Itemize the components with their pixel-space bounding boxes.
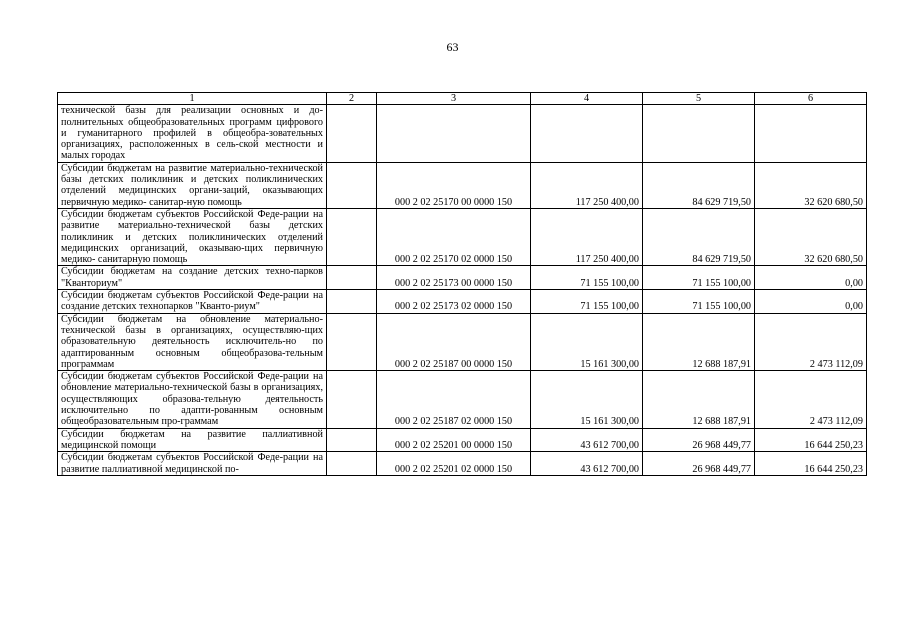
row-description: Субсидии бюджетам субъектов Российской Феде-рации на развитие материально-технической базы детских поликлиник и детских поликлинических отделений медицинских организаций, оказываю-щих первичную медико- санитарную помощь [58,208,327,265]
row-value-6: 32 620 680,50 [755,208,867,265]
row-col-2 [327,162,377,208]
table-row [58,428,867,452]
row-value-4: 117 250 400,00 [531,162,643,208]
row-value-4: 15 161 300,00 [531,371,643,428]
header-col-2: 2 [327,93,377,105]
row-value-4: 15 161 300,00 [531,313,643,370]
page-number: 63 [446,40,459,54]
table-row [58,105,867,162]
row-col-2 [327,313,377,370]
row-col-2 [327,428,377,452]
row-value-4: 43 612 700,00 [531,452,643,476]
row-value-4: 117 250 400,00 [531,208,643,265]
row-budget-code: 000 2 02 25170 00 0000 150 [377,162,531,208]
row-value-4 [531,105,643,162]
row-description: Субсидии бюджетам субъектов Российской Феде-рации на развитие паллиативной медицинской по- [58,452,327,476]
row-col-2 [327,208,377,265]
row-description: Субсидии бюджетам на обновление материально-технической базы в организациях, осуществляю-щих образовательную деятельность исключитель-но по адаптированным основным общеобразова-тельным программам [58,313,327,370]
row-value-4: 71 155 100,00 [531,266,643,290]
row-description: Субсидии бюджетам на развитие материально-технической базы детских поликлиник и детских поликлинических отделений медицинских органи-заций, оказывающих первичную медико- санитар-ную помощь [58,162,327,208]
table-row [58,266,867,290]
table-row [58,452,867,476]
row-budget-code [377,105,531,162]
row-value-6: 0,00 [755,266,867,290]
row-value-6: 16 644 250,23 [755,452,867,476]
row-budget-code: 000 2 02 25173 00 0000 150 [377,266,531,290]
row-value-5: 71 155 100,00 [643,266,755,290]
row-col-2 [327,371,377,428]
row-description: Субсидии бюджетам субъектов Российской Феде-рации на обновление материально-технической базы в организациях, осуществляющих образова-тельную деятельность исключительно по адапти-рованным основным общеобразовательным про-граммам [58,371,327,428]
row-value-4: 43 612 700,00 [531,428,643,452]
header-col-4: 4 [531,93,643,105]
row-col-2 [327,266,377,290]
row-value-6: 0,00 [755,290,867,314]
row-description: Субсидии бюджетам на развитие паллиативной медицинской помощи [58,428,327,452]
row-budget-code: 000 2 02 25187 02 0000 150 [377,371,531,428]
row-budget-code: 000 2 02 25201 02 0000 150 [377,452,531,476]
row-value-5: 84 629 719,50 [643,208,755,265]
row-budget-code: 000 2 02 25170 02 0000 150 [377,208,531,265]
header-col-6: 6 [755,93,867,105]
row-value-5 [643,105,755,162]
table-row [58,162,867,208]
table-row [58,313,867,370]
row-value-6: 32 620 680,50 [755,162,867,208]
row-value-4: 71 155 100,00 [531,290,643,314]
row-value-6: 2 473 112,09 [755,313,867,370]
row-description: Субсидии бюджетам субъектов Российской Феде-рации на создание детских технопарков "Кванто-риум" [58,290,327,314]
row-value-6: 16 644 250,23 [755,428,867,452]
row-value-5: 12 688 187,91 [643,371,755,428]
row-budget-code: 000 2 02 25173 02 0000 150 [377,290,531,314]
row-budget-code: 000 2 02 25201 00 0000 150 [377,428,531,452]
row-col-2 [327,290,377,314]
table-row [58,208,867,265]
row-description: Субсидии бюджетам на создание детских техно-парков "Кванториум" [58,266,327,290]
row-description: технической базы для реализации основных и до-полнительных общеобразовательных программ цифрового и гуманитарного профилей в общеобра-зовательных организациях, расположенных в сель-ской местности и малых городах [58,105,327,162]
row-value-6 [755,105,867,162]
row-budget-code: 000 2 02 25187 00 0000 150 [377,313,531,370]
row-col-2 [327,452,377,476]
row-col-2 [327,105,377,162]
row-value-5: 12 688 187,91 [643,313,755,370]
row-value-5: 71 155 100,00 [643,290,755,314]
table-header-row [58,93,867,105]
row-value-5: 26 968 449,77 [643,428,755,452]
row-value-6: 2 473 112,09 [755,371,867,428]
budget-table [57,92,867,476]
header-col-3: 3 [377,93,531,105]
header-col-5: 5 [643,93,755,105]
row-value-5: 26 968 449,77 [643,452,755,476]
table-row [58,371,867,428]
header-col-1: 1 [58,93,327,105]
table-row [58,290,867,314]
row-value-5: 84 629 719,50 [643,162,755,208]
